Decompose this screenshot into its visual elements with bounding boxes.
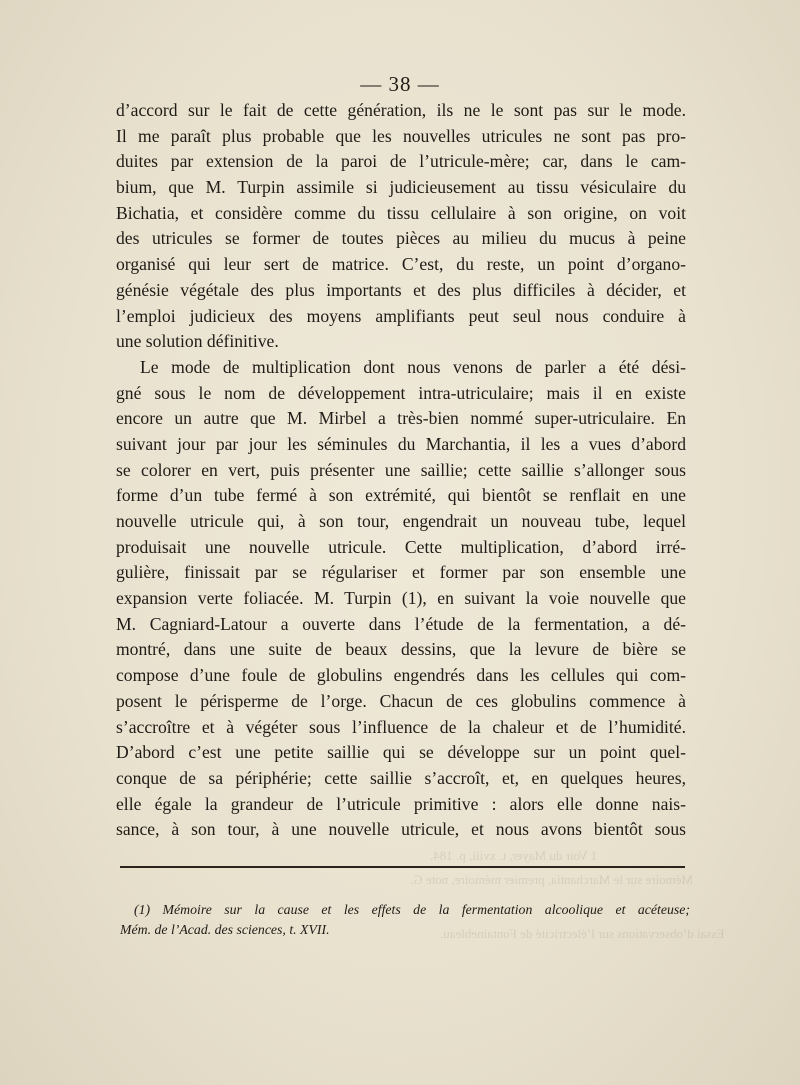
footnote [120,900,690,940]
text-line: s’accroître et à végéter sous l’influence de la chaleur et de l’humidité. [116,716,686,737]
text-line: elle égale la grandeur de l’utricule primitive : alors elle donne nais- [116,793,686,814]
show-through-text-2: Mémoire sur le Marchantia, premier mémoire, note G. [410,872,694,887]
text-line: forme d’un tube fermé à son extrémité, qui bientôt se renflait en une [116,485,686,506]
text-line: encore un autre que M. Mirbel a très-bien nommé super-utriculaire. En [116,408,686,429]
text-line: montré, dans une suite de beaux dessins, que la levure de bière se [116,639,686,660]
text-line: expansion verte foliacée. M. Turpin (1), en suivant la voie nouvelle que [116,588,686,609]
text-line: génésie végétale des plus importants et des plus difficiles à décider, et [116,279,686,300]
text-line: se colorer en vert, puis présenter une saillie; cette saillie s’allonger sous [116,459,686,480]
text-line: bium, que M. Turpin assimile si judicieusement au tissu vésiculaire du [116,177,686,198]
text-line: gulière, finissait par se régulariser et former par son ensemble une [116,562,686,583]
text-line: sance, à son tour, à une nouvelle utricule, et nous avons bientôt sous [116,819,686,840]
text-line: D’abord c’est une petite saillie qui se développe sur un point quel- [116,742,686,763]
text-line: Bichatia, et considère comme du tissu cellulaire à son origine, on voit [116,202,686,223]
text-line: produisait une nouvelle utricule. Cette multiplication, d’abord irré- [116,536,686,557]
text-line: gné sous le nom de développement intra-utriculaire; mais il en existe [116,382,686,403]
show-through-text-3: Essai d’observations sur l’électricité de Fontainebleau. [440,926,725,941]
text-line: organisé qui leur sert de matrice. C’est, du reste, un point d’organo- [116,254,686,275]
text-line: nouvelle utricule qui, à son tour, engendrait un nouveau tube, lequel [116,511,686,531]
text-line: des utricules se former de toutes pièces au milieu du mucus à peine [116,228,686,249]
main-text [116,98,686,843]
footnote-line: (1) Mémoire sur la cause et les effets de la fermentation alcoolique et acéteuse; [134,902,690,917]
text-line: Il me paraît plus probable que les nouvelles utricules ne sont pas pro- [116,125,686,146]
footnote-separator [120,866,685,868]
text-line: duites par extension de la paroi de l’utricule-mère; car, dans le cam- [116,151,686,172]
page-number: — 38 — [360,72,440,96]
text-line: suivant jour par jour les séminules du Marchantia, il les a vues d’abord [116,433,686,454]
text-line: Le mode de multiplication dont nous venons de parler a été dési- [140,356,686,377]
text-line: M. Cagniard-Latour a ouverte dans l’étude de la fermentation, a dé- [116,613,686,634]
text-line: posent le périsperme de l’orge. Chacun de ces globulins commence à [116,690,686,711]
text-line: conque de sa périphérie; cette saillie s’accroît, et, en quelques heures, [116,767,686,788]
footnote-line: Mém. de l’Acad. des sciences, t. XVII. [120,922,330,937]
show-through-text-1: 1 Voir du Mayer, t. xviii, p. 184. [430,848,598,863]
text-line: compose d’une foule de globulins engendrés dans les cellules qui com- [116,665,686,686]
text-line: d’accord sur le fait de cette génération, ils ne le sont pas sur le mode. [116,100,686,120]
text-line: l’emploi judicieux des moyens amplifiants peut seul nous conduire à [116,305,686,326]
text-line: une solution définitive. [116,331,279,352]
